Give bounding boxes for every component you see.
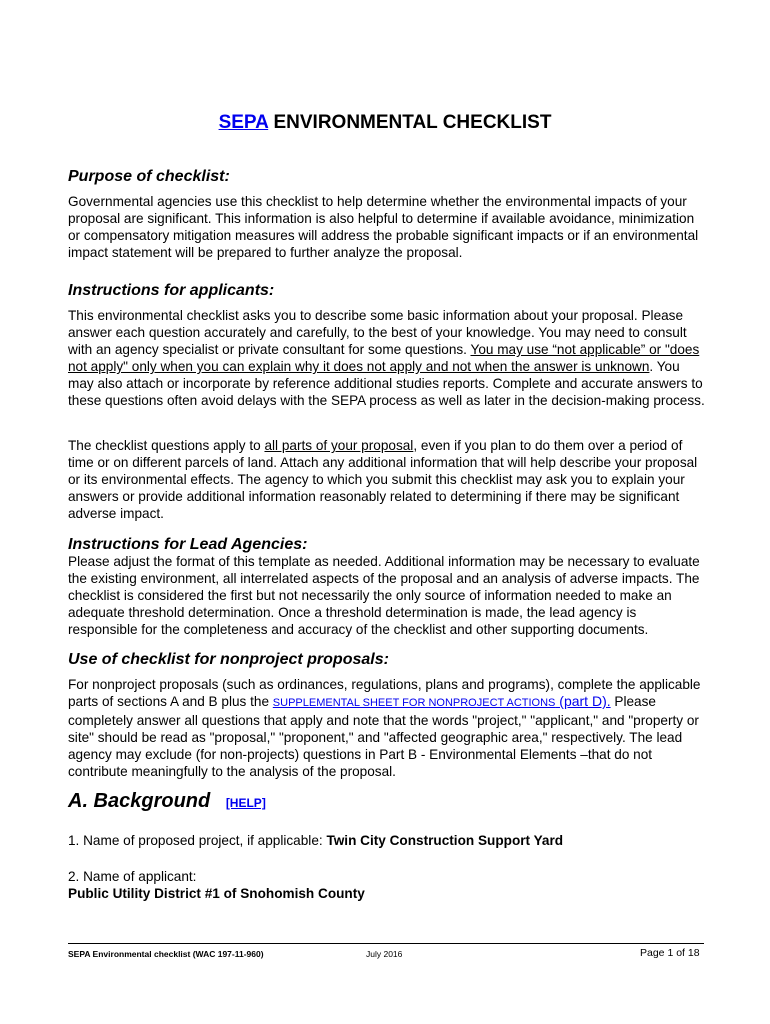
sepa-link[interactable]: SEPA xyxy=(218,112,269,133)
supplemental-sheet-link[interactable]: SUPPLEMENTAL SHEET FOR NONPROJECT ACTIONS xyxy=(272,697,556,709)
text-run: The checklist questions apply to xyxy=(68,438,265,453)
text-run: , even if you plan to do them over a period of time or on different parcels of land. Attach any additional information that will help describe your proposal or its environmental effects. The agency to which you submit this checklist may ask you to explain your answers or provide additional information reasonably related to determining if there may be significant adverse impact. xyxy=(68,438,698,521)
underlined-text: You may use “not applicable” or "does not apply" only when you can explain why it does not apply and not when the answer is unknown xyxy=(68,342,700,374)
purpose-text xyxy=(68,193,708,261)
purpose-line: or compensatory mitigation measures will address the probable significant impacts or if an environmental xyxy=(68,228,699,243)
title-text: ENVIRONMENTAL CHECKLIST xyxy=(273,112,552,133)
purpose-line: proposal are significant. This information is also helpful to determine if available avoidance, minimization xyxy=(68,211,695,226)
question-1-label: 1. Name of proposed project, if applicable: xyxy=(68,833,327,848)
nonproject-heading: Use of checklist for nonproject proposals: xyxy=(68,651,389,668)
text-run: For nonproject proposals (such as ordinances, regulations, plans and programs), complete the applicable parts of sections A and B plus the xyxy=(68,677,701,709)
lead-agencies-heading: Instructions for Lead Agencies: xyxy=(68,536,308,553)
page-title xyxy=(0,112,770,134)
part-d-link[interactable]: (part D). xyxy=(555,693,611,709)
text-run: . You may also attach or incorporate by reference additional studies reports. Complete and accurate answers to these questions often avoid delays with the SEPA process as well as later in the decision-making process. xyxy=(68,359,705,408)
purpose-line: Governmental agencies use this checklist to help determine whether the environmental impacts of your xyxy=(68,194,687,209)
background-heading-text: A. Background xyxy=(68,790,211,812)
footer-document-name: SEPA Environmental checklist (WAC 197-11-960) xyxy=(68,949,264,959)
footer-date: July 2016 xyxy=(366,949,403,959)
footer-page-number: Page 1 of 18 xyxy=(640,947,700,959)
question-1-answer: Twin City Construction Support Yard xyxy=(326,833,564,848)
purpose-line: impact statement will be prepared to further analyze the proposal. xyxy=(68,245,463,260)
nonproject-text xyxy=(68,676,708,780)
question-2-answer: Public Utility District #1 of Snohomish County xyxy=(68,886,365,901)
applicants-paragraph-1 xyxy=(68,307,708,409)
footer-divider xyxy=(68,943,704,944)
text-run: Please completely answer all questions that apply and note that the words "project," "applicant," and "property or site" should be read as "proposal," "proponent," and "affected geographic area," respectively. The lead agency may exclude (for non-projects) questions in Part B - Environmental Elements –that do not contribute meaningfully to the analysis of the proposal. xyxy=(68,694,699,779)
question-1 xyxy=(68,832,563,849)
lead-agencies-text: Please adjust the format of this template as needed. Additional information may be necessary to evaluate the existing environment, all interrelated aspects of the proposal and an analysis of adverse impacts. The checklist is considered the first but not necessarily the only source of information needed to make an adequate threshold determination. Once a threshold determination is made, the lead agency is responsible for the completeness and accuracy of the checklist and other supporting documents. xyxy=(68,554,700,637)
underlined-text: all parts of your proposal xyxy=(264,438,414,453)
background-section-heading xyxy=(68,790,266,813)
help-link[interactable]: [HELP] xyxy=(225,796,266,810)
applicants-heading: Instructions for applicants: xyxy=(68,282,275,299)
question-2-label: 2. Name of applicant: xyxy=(68,869,197,884)
text-run: This environmental checklist asks you to describe some basic information about your proposal. Please answer each question accurately and carefully, to the best of your knowledge. You may need to consult with an agency specialist or private consultant for some questions. xyxy=(68,308,687,357)
question-2 xyxy=(68,868,365,902)
purpose-heading: Purpose of checklist: xyxy=(68,168,230,185)
applicants-paragraph-2 xyxy=(68,437,708,522)
